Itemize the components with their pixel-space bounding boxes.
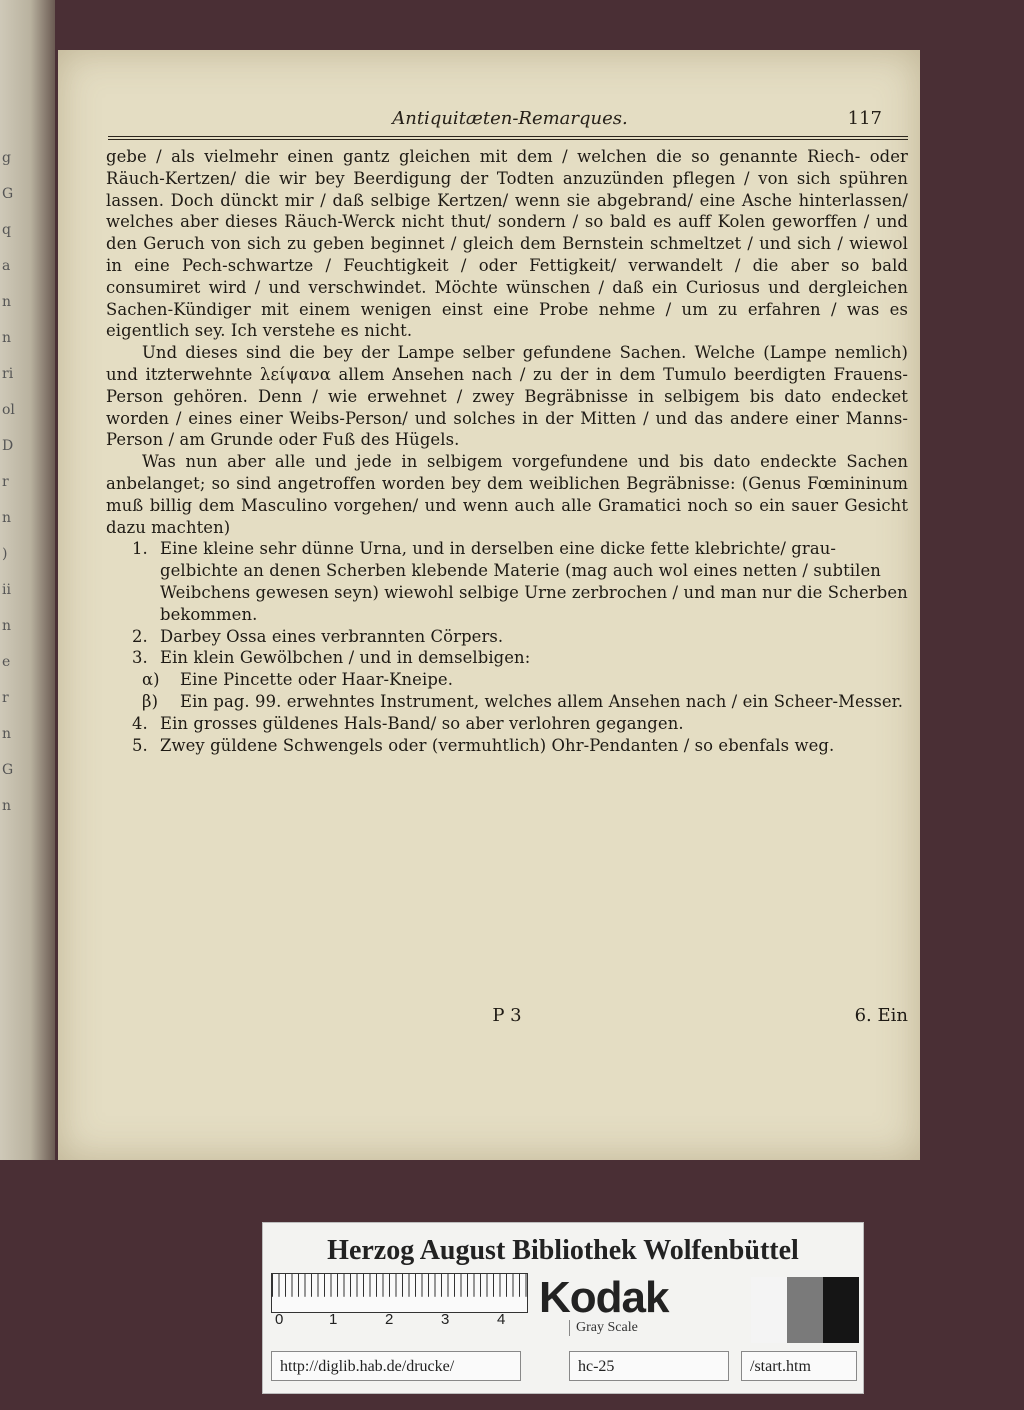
facing-page-mark: ol: [2, 402, 15, 418]
page-number: 117: [847, 108, 882, 129]
list-item-number: 1.: [132, 539, 148, 559]
facing-page-mark: n: [2, 294, 12, 310]
ruler-label: 0: [275, 1311, 284, 1328]
gray-swatches: [751, 1277, 859, 1343]
facing-page-mark: q: [2, 222, 11, 238]
running-head: [138, 108, 882, 134]
color-target-card: [262, 1222, 864, 1394]
measurement-ruler: [271, 1273, 528, 1313]
facing-page-mark: ii: [2, 582, 11, 598]
ruler-label: 1: [329, 1311, 338, 1328]
list-item: [106, 538, 908, 625]
shelfmark-label: hc-25: [569, 1351, 729, 1381]
facing-page-mark: n: [2, 726, 12, 742]
signature-mark: P 3: [492, 1005, 522, 1026]
kodak-logo: Kodak: [539, 1273, 669, 1322]
facing-page-mark: e: [2, 654, 11, 670]
sub-list-item: [106, 669, 908, 691]
sub-list-item-text: Eine Pincette oder Haar-Kneipe.: [180, 670, 454, 690]
facing-page-mark: G: [2, 186, 14, 202]
facing-page-edge: [0, 0, 55, 1160]
running-head-title: Antiquitæten-Remarques.: [392, 108, 628, 129]
sub-list-item-number: β): [142, 691, 159, 711]
body-text: [106, 146, 908, 756]
list-item-number: 3.: [132, 648, 148, 668]
list-item: [106, 647, 908, 669]
facing-page-mark: a: [2, 258, 11, 274]
book-page: [58, 50, 920, 1160]
list-item-text: Darbey Ossa eines verbrannten Cörpers.: [160, 626, 504, 646]
paragraph: gebe / als vielmehr einen gantz gleichen mit dem / welchen die so genannte Riech- oder Räuch-Kertzen/ die wir bey Beerdigung der Todten anzuzünden pflegen / von sich spühren lassen. Doch dünckt mir / daß selbige Kertzen/ wenn sie abgebrand/ eine Asche hinterlassen/ welches aber dieses Räuch-Werck nicht thut/ sondern / so bald es auff Kolen geworffen / und den Geruch von sich zu geben beginnet / gleich dem Bernstein schmeltzet / und sich / wiewol in eine Pech-schwartze / Feuchtigkeit / oder Fettigkeit/ verwandelt / die aber so bald consumiret wird / und verschwindet. Möchte wünschen / daß ein Curiosus und dergleichen Sachen-Kündiger mit einem wenigen einst eine Probe nehme / um zu erfahren / was es eigentlich sey. Ich verstehe es nicht.: [106, 147, 908, 341]
head-rule: [108, 136, 908, 140]
gray-swatch: [823, 1277, 859, 1343]
facing-page-mark: D: [2, 438, 14, 454]
start-label: /start.htm: [741, 1351, 857, 1381]
list-item-number: 4.: [132, 713, 148, 733]
gray-scale-label: Gray Scale: [569, 1320, 644, 1336]
ruler-label: 2: [385, 1311, 394, 1328]
facing-page-mark: G: [2, 762, 14, 778]
facing-page-mark: ri: [2, 366, 14, 382]
library-title: Herzog August Bibliothek Wolfenbüttel: [327, 1235, 799, 1266]
list-item-text: Zwey güldene Schwengels oder (vermuhtlich) Ohr-Pendanten / so ebenfals weg.: [160, 735, 835, 755]
list-item-text: Ein grosses güldenes Hals-Band/ so aber verlohren gegangen.: [160, 713, 684, 733]
facing-page-mark: n: [2, 510, 12, 526]
facing-page-mark: n: [2, 330, 12, 346]
paragraph: Und dieses sind die bey der Lampe selber gefundene Sachen. Welche (Lampe nemlich) und itzterwehnte λείψανα allem Ansehen nach / zu der in dem Tumulo beerdigten Frauens-Person gehören. Denn / wie erwehnet / zwey Begräbnisse in selbigem bis dato endecket worden / eines einer Weibs-Person/ und solches in der Mitten / und das andere einer Manns-Person / am Grunde oder Fuß des Hügels.: [106, 343, 908, 450]
ruler-label: 3: [441, 1311, 450, 1328]
ruler-label: 4: [497, 1311, 506, 1328]
list-item-text: Ein klein Gewölbchen / und in demselbigen:: [160, 648, 531, 668]
facing-page-mark: n: [2, 618, 12, 634]
sub-list-item-number: α): [142, 670, 160, 690]
facing-page-mark: r: [2, 690, 9, 706]
list-item-text: Eine kleine sehr dünne Urna, und in derselben eine dicke fette klebrichte/ grau-gelbichte an denen Scherben klebende Materie (mag auch wol eines netten / subtilen Weibchens gewesen seyn) wiewohl selbige Urne zerbrochen / und man nur die Scherben bekommen.: [160, 539, 908, 624]
list-item-number: 2.: [132, 626, 148, 646]
ruler-labels: [271, 1311, 526, 1331]
list-item: [106, 713, 908, 735]
facing-page-mark: r: [2, 474, 9, 490]
page-footer: [106, 1005, 908, 1031]
catchword: 6. Ein: [854, 1005, 908, 1026]
facing-page-marks: [2, 140, 16, 814]
sub-list-item-text: Ein pag. 99. erwehntes Instrument, welches allem Ansehen nach / ein Scheer-Messer.: [180, 691, 904, 711]
facing-page-mark: ): [2, 546, 8, 562]
sub-list-item: [106, 691, 908, 713]
gray-swatch: [751, 1277, 787, 1343]
gray-swatch: [787, 1277, 823, 1343]
url-label: http://diglib.hab.de/drucke/: [271, 1351, 521, 1381]
list-item-number: 5.: [132, 735, 148, 755]
list-item: [106, 735, 908, 757]
paragraph: Was nun aber alle und jede in selbigem vorgefundene und bis dato endeckte Sachen anbelanget; so sind angetroffen worden bey dem weiblichen Begräbnisse: (Genus Fœmininum muß billig dem Masculino vorgehen/ und wenn auch alle Gramatici noch so ein sauer Gesicht dazu machten): [106, 452, 908, 537]
facing-page-mark: g: [2, 150, 11, 166]
facing-page-mark: n: [2, 798, 12, 814]
list-item: [106, 626, 908, 648]
